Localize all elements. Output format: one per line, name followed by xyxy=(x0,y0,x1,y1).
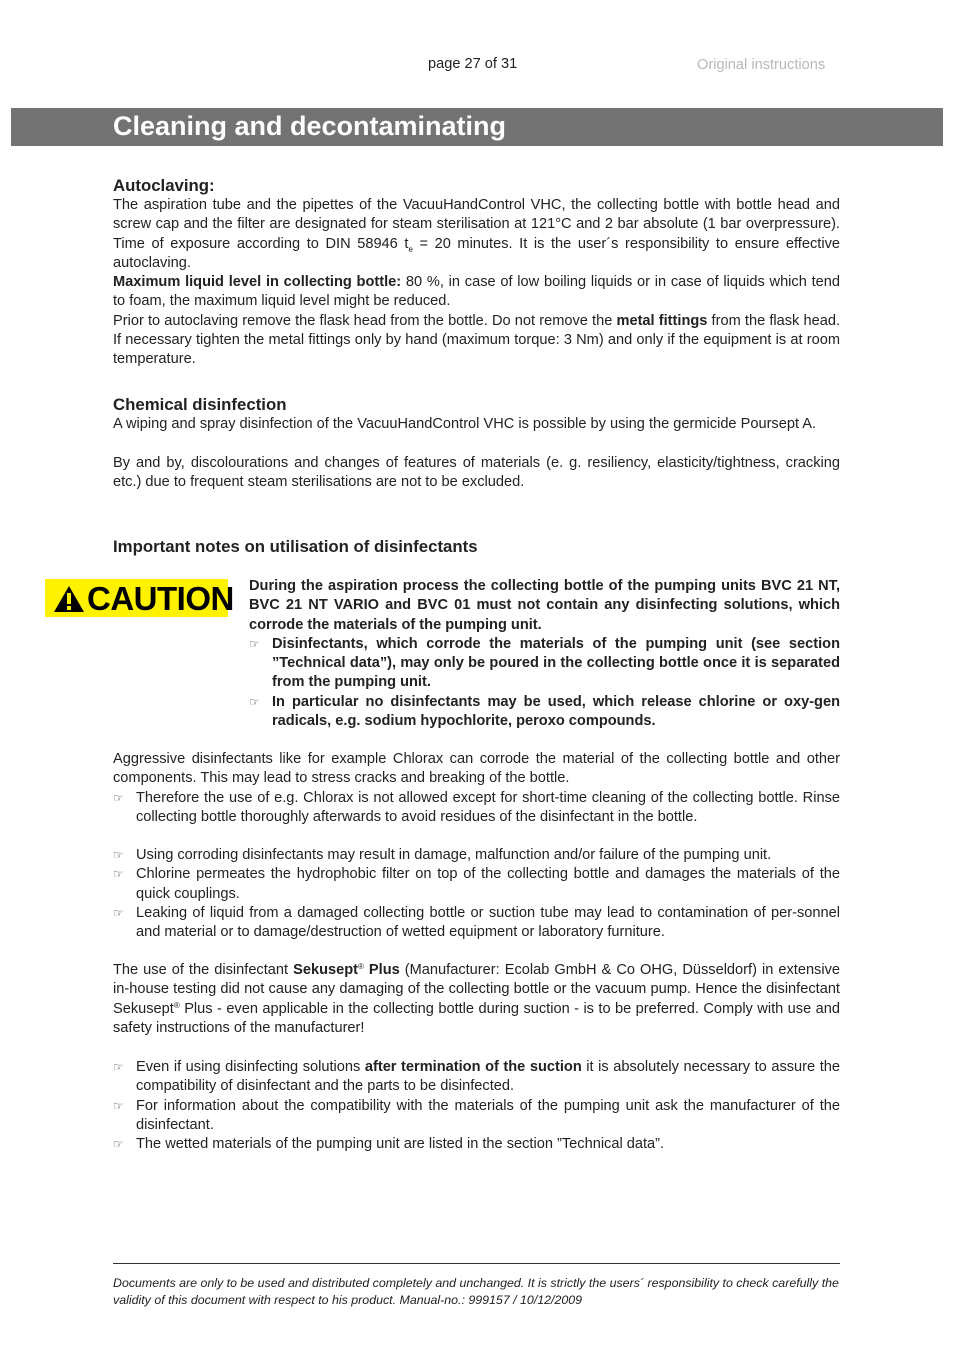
caution-bullet: ☞ In particular no disinfectants may be used, which release chlorine or oxy-gen radicals, e.g. sodium hypochlorite, peroxo compounds. xyxy=(249,693,840,732)
pointing-hand-icon: ☞ xyxy=(113,1060,124,1074)
autoclaving-paragraph: The aspiration tube and the pipettes of the VacuuHandControl VHC, the collecting bottle with bottle head and screw cap and the filter are designated for steam sterilisation at 121°C and 2 bar absolute (1 bar overpressure). Time of exposure according to DIN 58946 $t_e = 20$ minutes. It is the user´s responsibility to ensure effective autoclaving. xyxy=(113,197,840,271)
pointing-hand-icon: ☞ xyxy=(249,636,260,651)
pointing-hand-icon: ☞ xyxy=(113,790,124,805)
pointing-hand-icon: ☞ xyxy=(113,867,124,882)
page-number: page 27 of 31 xyxy=(428,56,518,72)
caution-bullet: ☞ Disinfectants, which corrode the materials of the pumping unit (see section ”Technical data”), may only be poured in the collecting bottle once it is separated from the pumping unit. xyxy=(249,635,840,693)
section-title: Cleaning and decontaminating xyxy=(113,111,507,141)
list-item: ☞ For information about the compatibility with the materials of the pumping unit ask the manufacturer of the disinfectant. xyxy=(113,1097,840,1136)
sekusept-paragraph: The use of the disinfectant Sekusept® Plus (Manufacturer: Ecolab GmbH & Co OHG, Düsseldorf) in extensive in-house testing did not cause any damaging of the collecting bottle or the vacuum pump. Hence the disinfectant Sekusept® Plus - even applicable in the collecting bottle during suction - is to be preferred. Comply with use and safety instructions of the manufacturer! xyxy=(113,962,841,1036)
final-bullets xyxy=(113,1058,840,1154)
risk-bullets xyxy=(113,846,840,942)
document-type-label: Original instructions xyxy=(697,57,826,73)
notes-heading: Important notes on utilisation of disinfectants xyxy=(113,537,478,556)
chemical-paragraph-1: A wiping and spray disinfection of the VacuuHandControl VHC is possible by using the germicide Poursept A. xyxy=(113,416,817,432)
max-liquid-paragraph: Maximum liquid level in collecting bottle: 80 %, in case of low boiling liquids or in case of liquids which tend to foam, the maximum liquid level might be reduced. xyxy=(113,274,840,310)
notes-heading-wrap xyxy=(113,537,840,557)
caution-text xyxy=(249,577,840,731)
aggressive-section xyxy=(113,750,840,827)
pointing-hand-icon: ☞ xyxy=(249,694,260,709)
footer-disclaimer: Documents are only to be used and distributed completely and unchanged. It is strictly the users´ responsibility to check carefully the validity of this document with respect to his product. Manual-no.: 999157 / 10/12/2009 xyxy=(113,1276,839,1307)
chemical-heading: Chemical disinfection xyxy=(113,395,287,414)
autoclaving-section xyxy=(113,176,840,370)
pointing-hand-icon: ☞ xyxy=(113,1098,124,1113)
list-item: ☞ The wetted materials of the pumping unit are listed in the section ”Technical data”. xyxy=(113,1135,840,1154)
list-item: ☞ Using corroding disinfectants may result in damage, malfunction and/or failure of the pumping unit. xyxy=(113,846,840,865)
list-item: ☞ Therefore the use of e.g. Chlorax is not allowed except for short-time cleaning of the collecting bottle. Rinse collecting bottle thoroughly afterwards to avoid residues of the disinfectant in the bottle. xyxy=(113,789,840,828)
list-item: ☞ Leaking of liquid from a damaged collecting bottle or suction tube may lead to contamination of per-sonnel and material or to damage/destruction of wetted equipment or laboratory furniture. xyxy=(113,904,840,943)
caution-label: CAUTION xyxy=(87,580,234,617)
pointing-hand-icon: ☞ xyxy=(113,1137,124,1152)
warning-triangle-icon xyxy=(53,585,85,613)
pointing-hand-icon: ☞ xyxy=(113,905,124,920)
flask-head-paragraph: Prior to autoclaving remove the flask head from the bottle. Do not remove the metal fittings from the flask head. If necessary tighten the metal fittings only by hand (maximum torque: 3 Nm) and only if the equipment is at room temperature. xyxy=(113,312,841,368)
list-item: ☞ Chlorine permeates the hydrophobic filter on top of the collecting bottle and damages the materials of the quick couplings. xyxy=(113,865,840,904)
sekusept-section xyxy=(113,961,840,1038)
chemical-section xyxy=(113,395,840,492)
chemical-paragraph-2: By and by, discolourations and changes of features of materials (e. g. resiliency, elasticity/tightness, cracking etc.) due to frequent steam sterilisations are not to be excluded. xyxy=(113,454,840,490)
autoclaving-heading: Autoclaving: xyxy=(113,176,215,195)
footer-divider xyxy=(113,1263,840,1264)
list-item: ☞ Even if using disinfecting solutions after termination of the suction it is absolutely necessary to assure the compatibility of disinfectant and the parts to be disinfected. xyxy=(113,1058,840,1097)
pointing-hand-icon: ☞ xyxy=(113,848,124,862)
caution-intro: During the aspiration process the collecting bottle of the pumping units BVC 21 NT, BVC 21 NT VARIO and BVC 01 must not contain any disinfecting solutions, which corrode the materials of the pumping unit. xyxy=(249,578,840,633)
caution-badge xyxy=(45,579,234,617)
aggressive-paragraph: Aggressive disinfectants like for example Chlorax can corrode the material of the collecting bottle and other components. This may lead to stress cracks and breaking of the bottle. xyxy=(113,751,840,787)
